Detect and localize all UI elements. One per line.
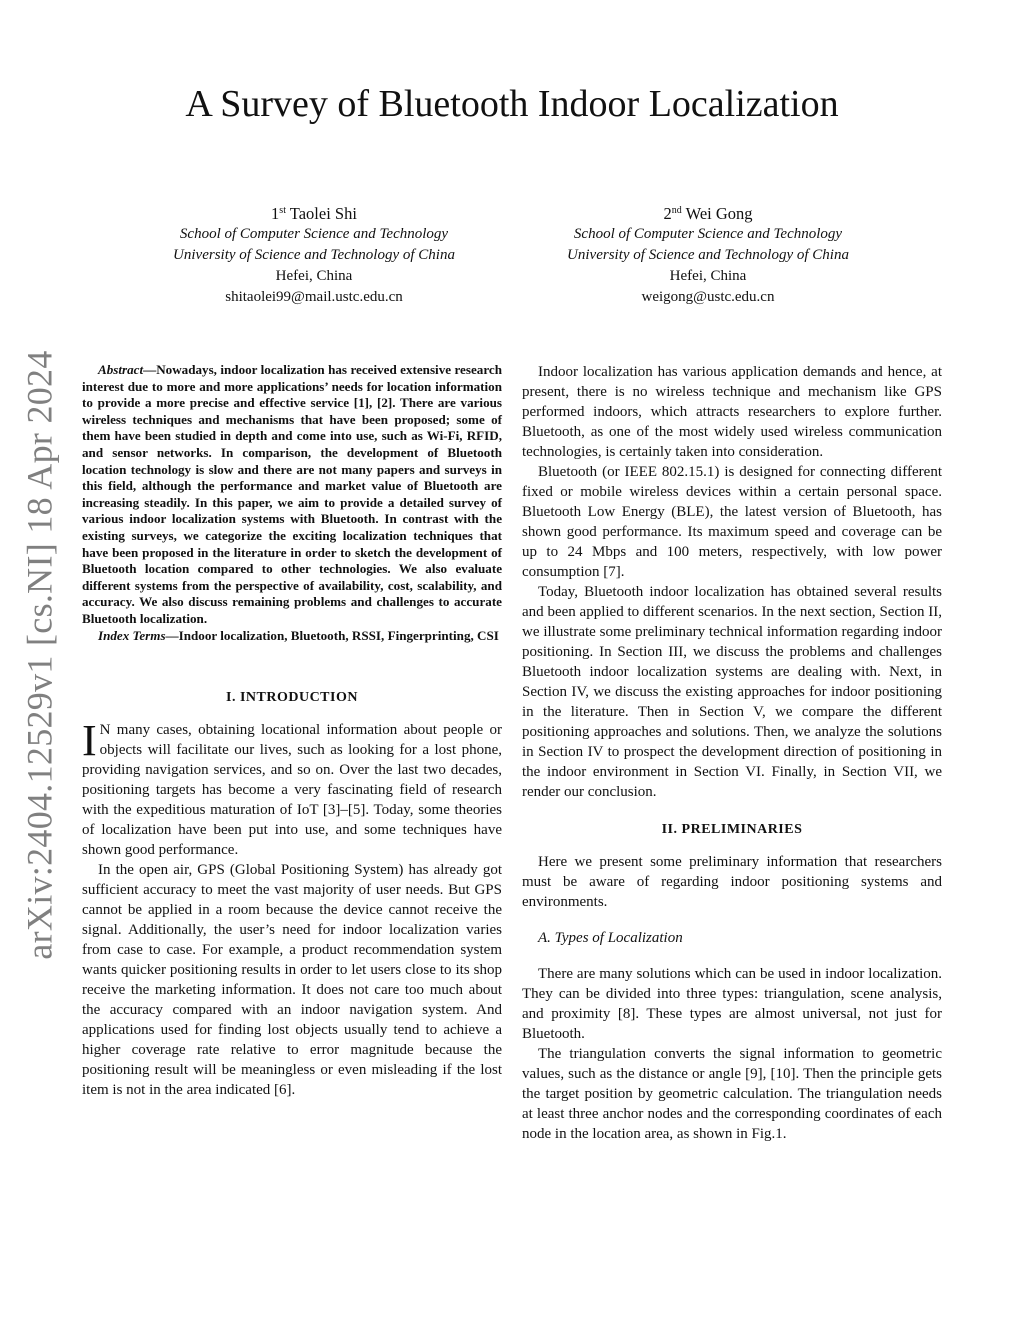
types-paragraph-2: The triangulation converts the signal information to geometric values, such as the distance or angle [9], [10]. Then the principle gets the target position by geometric calculation. The triangulation needs at least three anchor nodes and the corresponding coordinates of each node in the location area, as shown in Fig.1. — [522, 1046, 942, 1142]
author-email-2: weigong@ustc.edu.cn — [641, 289, 775, 305]
author-email-1: shitaolei99@mail.ustc.edu.cn — [225, 289, 403, 305]
index-terms: Index Terms—Indoor localization, Bluetooth, RSSI, Fingerprinting, CSI — [98, 627, 499, 643]
author-name-2: 2nd Wei Gong — [663, 204, 753, 223]
author-block-2 — [508, 200, 908, 308]
preliminaries-paragraph: Here we present some preliminary information that researchers must be aware of regarding indoor positioning systems and environments. — [522, 854, 942, 910]
author-univ-2: University of Science and Technology of China — [567, 247, 849, 263]
body-paragraph-1: Indoor localization has various application demands and hence, at present, there is no wireless technique and mechanism like GPS performed indoors, which attracts researchers to explore further. Bluetooth, as one of the most widely used wireless communication technologies, is certainly taken into consideration. — [522, 364, 942, 460]
drop-cap: I — [82, 716, 97, 766]
author-dept-1: School of Computer Science and Technology — [179, 226, 449, 242]
types-paragraph-1: There are many solutions which can be used in indoor localization. They can be divided into three types: triangulation, scene analysis, and proximity [8]. These types are almost universal, not just for Bluetooth. — [522, 966, 942, 1042]
left-column — [82, 362, 502, 1100]
arxiv-side-stamp — [0, 350, 80, 960]
author-dept-2: School of Computer Science and Technology — [573, 226, 843, 242]
author-univ-1: University of Science and Technology of China — [173, 247, 455, 263]
author-city-1: Hefei, China — [275, 268, 353, 284]
author-block-1 — [114, 200, 514, 308]
author-city-2: Hefei, China — [669, 268, 747, 284]
paper-title: A Survey of Bluetooth Indoor Localization — [185, 83, 839, 125]
body-paragraph-2: Bluetooth (or IEEE 802.15.1) is designed for connecting different fixed or mobile wireless devices within a certain personal space. Bluetooth Low Energy (BLE), the latest version of Bluetooth, has shown good performance. Its maximum speed and coverage can be up to 24 Mbps and 100 meters, respectively, with low power consumption [7]. — [522, 464, 942, 580]
intro-paragraph-2: In the open air, GPS (Global Positioning System) has already got sufficient accuracy to meet the vast majority of user needs. But GPS cannot be applied in a room because the device cannot receive the signal. Additionally, the user’s need for indoor localization varies from case to case. For example, a product recommendation system wants quicker positioning results in order to let users close to its shop receive the marketing information. It does not care too much about the accuracy compared with an indoor navigation system. And applications used for finding lost objects usually tend to achieve a higher coverage rate relative to error magnitude because the positioning result will be meaningless or even misleading if the lost item is not in the area indicated [6]. — [82, 862, 502, 1099]
body-paragraph-3: Today, Bluetooth indoor localization has obtained several results and been applied to different scenarios. In the next section, Section II, we illustrate some preliminary technical information regarding indoor positioning. In Section III, we discuss the problems and challenges Bluetooth indoor localization systems are dealing with. Next, in Section IV, we discuss the existing approaches for indoor positioning in the literature. Then in Section V, we compare the different positioning approaches and solutions. Then, we analyze the solutions in Section IV to prospect the development direction of positioning in the indoor environment in Section VI. Finally, in Section VII, we render our conclusion. — [522, 584, 942, 800]
right-column — [522, 362, 942, 1144]
subsection-heading-types: A. Types of Localization — [538, 930, 683, 946]
arxiv-identifier: arXiv:2404.12529v1 [cs.NI] 18 Apr 2024 — [20, 350, 61, 960]
section-heading-introduction: I. INTRODUCTION — [226, 690, 358, 706]
section-heading-preliminaries: II. PRELIMINARIES — [661, 822, 803, 837]
abstract: Abstract—Nowadays, indoor localization has received extensive research interest due to more and more applications’ needs for location information to provide a more precise and effective service [1], [2]. There are various wireless techniques and mechanisms that have been proposed; some of them have been studied in depth and come into use, such as Wi-Fi, RFID, and sensor networks. In comparison, the development of Bluetooth location technology is slow and there are not many papers and surveys in this field, although the performance and market value of Bluetooth are increasing steadily. In this paper, we aim to provide a detailed survey of various indoor localization systems with Bluetooth. In contrast with the existing surveys, we categorize the exciting localization techniques that have been proposed in the literature in order to sketch the development of Bluetooth location compared to other technologies. We also evaluate different systems from the perspective of availability, cost, scalability, and accuracy. We also discuss remaining problems and challenges to accurate Bluetooth localization. — [82, 362, 502, 626]
author-name-1: 1st Taolei Shi — [271, 204, 357, 223]
intro-paragraph-1: I N many cases, obtaining locational information about people or objects will facilitate our lives, such as looking for a lost phone, providing navigation services, and so on. Over the last two decades, positioning targets has become a very fascinating field of research with the expeditious maturation of IoT [3]–[5]. Today, some theories of localization have been put into use, and some techniques have shown good performance. — [82, 716, 502, 859]
